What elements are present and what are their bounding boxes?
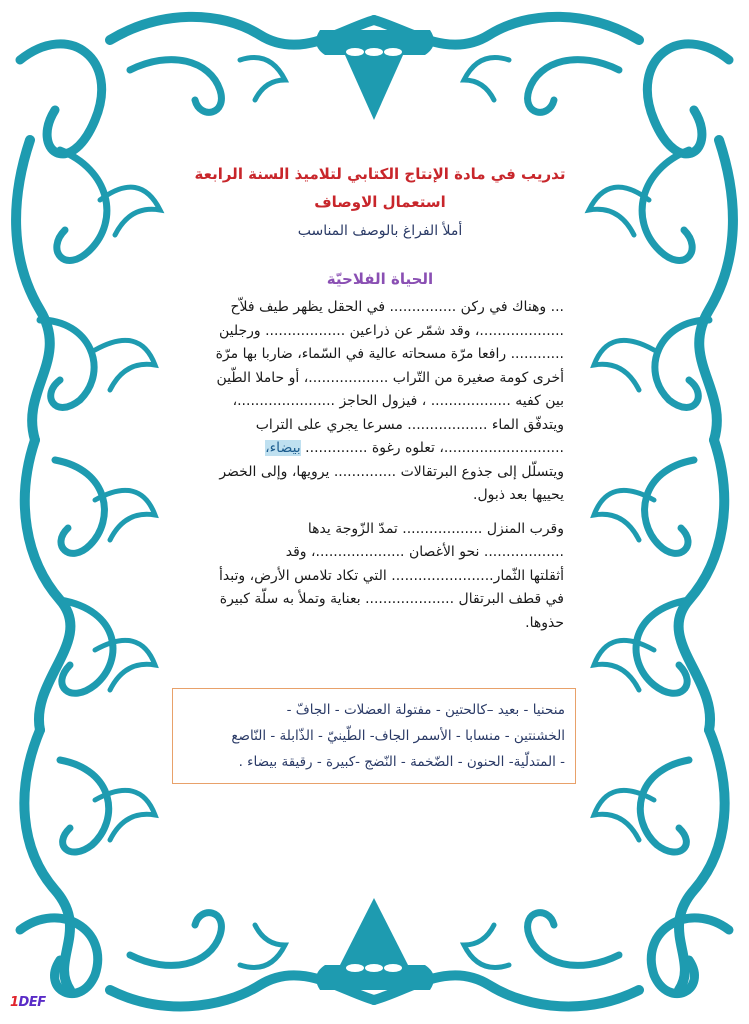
word-bank-line: - المتدلّية- الحنون - الضّخمة - النّضج -كبيرة - رقيقة بيضاء . bbox=[238, 754, 565, 770]
story-line: ............ رافعا مرّة مسحاته عالية في السّماء، ضاربا بها مرّة bbox=[215, 346, 564, 362]
worksheet-content bbox=[180, 160, 580, 635]
story-line: .................. نحو الأغصان ....................، وقد bbox=[285, 544, 564, 560]
story-line: بين كفيه .................. ، فيزول الحاجز ......................، bbox=[232, 393, 564, 409]
story-line-text: ...........................، تعلوه رغوة .............. bbox=[300, 440, 564, 456]
story-line: في قطف البرتقال .................... بعناية وتملأ به سلّة كبيرة bbox=[219, 591, 564, 607]
story-paragraph-2 bbox=[180, 518, 580, 636]
site-logo bbox=[10, 995, 46, 1010]
story-line: ويتسلّل إلى جذوع البرتقالات .............. يرويها، وإلى الخضر bbox=[219, 463, 564, 480]
story-line: ...................، وقد شمّر عن ذراعين .................. ورجلين bbox=[218, 322, 564, 339]
story-line: حذوها. bbox=[525, 614, 564, 631]
logo-letters: DEF bbox=[18, 995, 46, 1010]
instruction-text: أملأ الفراغ بالوصف المناسب bbox=[297, 223, 463, 239]
story-paragraph-1 bbox=[180, 296, 580, 508]
page-subtitle: استعمال الاوصاف bbox=[314, 193, 446, 211]
word-bank-box bbox=[172, 688, 576, 784]
filled-answer-highlight: بيضاء، bbox=[265, 440, 301, 456]
story-line: يحييها بعد ذبول. bbox=[473, 487, 564, 503]
story-line-with-answer bbox=[180, 437, 580, 461]
story-line: أخرى كومة صغيرة من التّراب ..................، أو حاملا الطّين bbox=[216, 369, 564, 386]
story-line: وقرب المنزل .................. تمدّ الزّوجة يدها bbox=[307, 520, 564, 537]
story-title: الحياة الفلاحيّة bbox=[326, 270, 434, 288]
story-line: ... وهناك في ركن ............... في الحقل يظهر طيف فلاّح bbox=[230, 299, 564, 315]
word-bank-line: الخشنتين - منسابا - الأسمر الجاف- الطّينيّ - الذّابلة - النّاصع bbox=[231, 728, 565, 744]
page-title: تدريب في مادة الإنتاج الكتابي لتلاميذ السنة الرابعة bbox=[194, 165, 566, 183]
logo-number: 1 bbox=[10, 995, 19, 1010]
word-bank-line: منحنيا - بعيد –كالحتين - مفتولة العضلات - الجافّ - bbox=[286, 702, 565, 718]
story-line: ويتدفّق الماء .................. مسرعا يجري على التراب bbox=[255, 416, 564, 433]
story-line: أثقلتها الثّمار....................... التي تكاد تلامس الأرض، وتبدأ bbox=[219, 567, 564, 584]
